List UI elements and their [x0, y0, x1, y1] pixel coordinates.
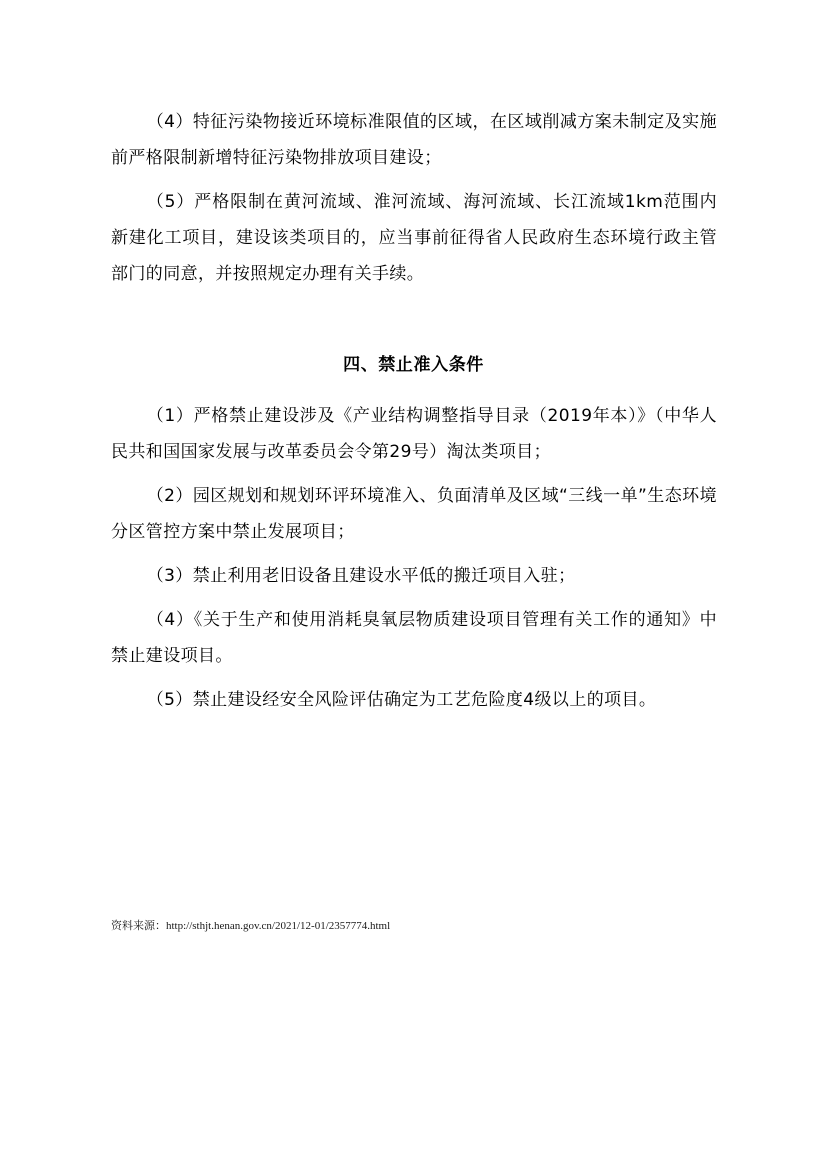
paragraph-restriction-4: （4）特征污染物接近环境标准限值的区域，在区域削减方案未制定及实施前严格限制新增特征污染物排放项目建设； [111, 112, 717, 168]
prohibition-item-4: （4）《关于生产和使用消耗臭氧层物质建设项目管理有关工作的通知》中禁止建设项目。 [111, 610, 717, 666]
prohibition-item-3: （3）禁止利用老旧设备且建设水平低的搬迁项目入驻； [146, 566, 576, 586]
paragraph-restriction-5: （5）严格限制在黄河流域、淮河流域、海河流域、长江流域1km范围内新建化工项目，建设该类项目的，应当事前征得省人民政府生态环境行政主管部门的同意，并按照规定办理有关手续。 [111, 192, 717, 284]
prohibition-list [111, 398, 717, 726]
upper-text-block [111, 104, 717, 300]
section-heading: 四、禁止准入条件 [343, 355, 484, 375]
prohibition-item-1: （1）严格禁止建设涉及《产业结构调整指导目录（2019年本）》（中华人民共和国国家发展与改革委员会令第29号）淘汰类项目； [111, 406, 717, 462]
prohibition-item-2: （2）园区规划和规划环评环境准入、负面清单及区域“三线一单”生态环境分区管控方案中禁止发展项目； [111, 486, 717, 542]
source-note: 资料来源：http://sthjt.henan.gov.cn/2021/12-01/2357774.html [111, 920, 391, 932]
prohibition-item-5: （5）禁止建设经安全风险评估确定为工艺危险度4级以上的项目。 [146, 690, 657, 710]
